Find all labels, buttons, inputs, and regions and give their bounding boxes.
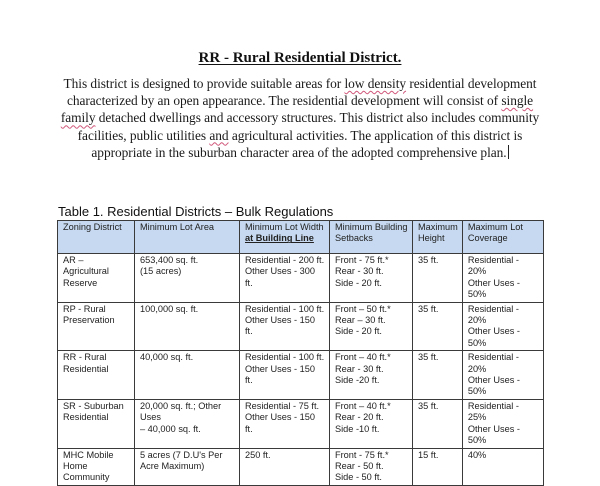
cell-min-lot-width — [240, 254, 330, 303]
header-min-lot-width-emphasis: at Building Line — [245, 233, 314, 244]
table-row — [58, 254, 544, 303]
header-zoning-district: Zoning District — [58, 221, 135, 254]
cell-line: 40% — [467, 449, 487, 460]
cell-line: Other Uses - 50% — [467, 375, 520, 397]
cell-line: Other Uses - 50% — [467, 423, 520, 446]
cell-line: 100,000 sq. ft. — [140, 303, 199, 314]
cell-line: Rear - 30 ft. — [335, 266, 384, 277]
cell-min-lot-area — [135, 254, 240, 303]
cell-line: Side - 50 ft. — [335, 472, 382, 483]
cell-zoning-district — [58, 448, 135, 485]
cell-line: Home — [63, 460, 88, 471]
cell-line: Rear – 30 ft. — [335, 315, 386, 326]
cell-line: Other Uses - 150 ft. — [245, 363, 315, 386]
header-min-lot-width-text: Minimum Lot Width — [245, 222, 324, 232]
cell-max-coverage — [462, 302, 543, 351]
document-title-text: RR - Rural Residential District. — [198, 50, 402, 66]
table-row — [58, 448, 544, 485]
cell-line: Reserve — [63, 277, 98, 288]
spellcheck-flagged-text: low density — [344, 76, 407, 91]
cell-max-height: 35 ft. — [413, 399, 463, 448]
cell-line: Agricultural — [63, 266, 109, 277]
cell-max-coverage — [462, 399, 543, 448]
cell-line: Front – 40 ft.* — [335, 352, 391, 363]
cell-line: Residential - 20% — [467, 303, 519, 326]
header-min-lot-area: Minimum Lot Area — [135, 221, 240, 254]
cell-max-height: 35 ft. — [413, 254, 463, 303]
cell-line: Residential - 100 ft. — [245, 303, 325, 314]
cell-min-setbacks — [330, 254, 413, 303]
header-max-coverage: Maximum Lot Coverage — [462, 221, 543, 254]
paragraph-text: residential development characterized by an open appearance. The residential development will consist of — [66, 76, 537, 109]
cell-line: Side -10 ft. — [335, 423, 380, 434]
text-cursor — [508, 145, 509, 159]
cell-max-coverage — [462, 351, 543, 400]
cell-min-lot-area — [135, 302, 240, 351]
cell-min-lot-area — [135, 399, 240, 448]
cell-min-setbacks — [330, 302, 413, 351]
cell-line: 250 ft. — [245, 449, 271, 460]
cell-line: Front – 40 ft.* — [335, 400, 391, 411]
cell-line: Residential — [63, 412, 109, 423]
cell-line: RR - Rural — [63, 352, 107, 363]
document-title — [0, 50, 600, 67]
cell-min-lot-area — [135, 448, 240, 485]
table-header-row — [58, 221, 544, 254]
cell-line: MHC Mobile — [63, 449, 114, 460]
header-max-height: Maximum Height — [413, 221, 463, 254]
cell-min-lot-area — [135, 351, 240, 400]
table-caption: Table 1. Residential Districts – Bulk Regulations — [58, 204, 334, 219]
cell-line: SR - Suburban — [63, 400, 124, 411]
cell-zoning-district — [58, 351, 135, 400]
cell-min-lot-width — [240, 351, 330, 400]
cell-line: Residential - 25% — [467, 400, 519, 423]
cell-zoning-district — [58, 399, 135, 448]
cell-line: Residential - 20% — [467, 255, 519, 277]
cell-zoning-district — [58, 254, 135, 303]
cell-line: (15 acres) — [140, 266, 182, 277]
cell-line: AR – — [63, 255, 84, 265]
cell-max-height: 35 ft. — [413, 302, 463, 351]
cell-max-height: 35 ft. — [413, 351, 463, 400]
paragraph-text: agricultural activities. The application of this district is appropriate in the suburban character area of the adopted comprehensive plan. — [91, 127, 523, 160]
cell-line: Other Uses - 150 ft. — [245, 412, 315, 434]
cell-min-setbacks — [330, 448, 413, 485]
cell-line: Front - 75 ft.* — [335, 449, 389, 460]
cell-line: Side - 20 ft. — [335, 326, 382, 337]
cell-line: Side - 20 ft. — [335, 277, 382, 288]
table-row — [58, 302, 544, 351]
cell-line: 5 acres (7 D.U's Per — [140, 449, 223, 460]
table-row — [58, 399, 544, 448]
cell-line: Front – 50 ft.* — [335, 303, 391, 314]
cell-max-coverage — [462, 448, 543, 485]
district-description[interactable] — [52, 75, 548, 161]
cell-line: – 40,000 sq. ft. — [140, 423, 201, 434]
cell-line: Residential - 20% — [467, 352, 519, 374]
cell-zoning-district — [58, 302, 135, 351]
cell-line: 40,000 sq. ft. — [140, 352, 194, 363]
cell-line: 653,400 sq. ft. — [140, 255, 199, 265]
cell-line: Residential - 100 ft. — [245, 352, 325, 363]
cell-line: Front - 75 ft.* — [335, 255, 389, 265]
cell-min-lot-width — [240, 399, 330, 448]
cell-line: Residential - 75 ft. — [245, 400, 320, 411]
cell-line: Rear - 30 ft. — [335, 363, 384, 374]
paragraph-text: This district is designed to provide suitable areas for — [63, 76, 345, 91]
paragraph-text: detached dwellings and accessory structures. This district also includes community facilities, public utilities — [77, 110, 540, 143]
spellcheck-flagged-text: single family — [60, 93, 534, 126]
cell-min-setbacks — [330, 351, 413, 400]
cell-line: Community — [63, 472, 110, 483]
cell-line: Preservation — [63, 315, 115, 326]
cell-min-lot-width — [240, 448, 330, 485]
cell-line: Other Uses - 50% — [467, 277, 520, 300]
cell-line: Acre Maximum) — [140, 460, 205, 471]
cell-line: Other Uses - 150 ft. — [245, 315, 315, 337]
bulk-regulations-table — [57, 220, 544, 486]
table-row — [58, 351, 544, 400]
cell-min-lot-width — [240, 302, 330, 351]
cell-line: Rear - 20 ft. — [335, 412, 384, 423]
cell-line: Other Uses - 50% — [467, 326, 520, 348]
cell-min-setbacks — [330, 399, 413, 448]
cell-line: Side -20 ft. — [335, 375, 380, 386]
header-min-lot-width — [240, 221, 330, 254]
cell-max-height: 15 ft. — [413, 448, 463, 485]
header-min-setbacks: Minimum Building Setbacks — [330, 221, 413, 254]
cell-line: Residential - 200 ft. — [245, 255, 325, 265]
cell-line: Rear - 50 ft. — [335, 460, 384, 471]
cell-max-coverage — [462, 254, 543, 303]
cell-line: Residential — [63, 363, 109, 374]
cell-line: 20,000 sq. ft.; Other Uses — [140, 400, 222, 423]
spellcheck-flagged-text: and — [209, 127, 229, 143]
cell-line: Other Uses - 300 ft. — [245, 266, 315, 288]
cell-line: RP - Rural — [63, 303, 106, 314]
